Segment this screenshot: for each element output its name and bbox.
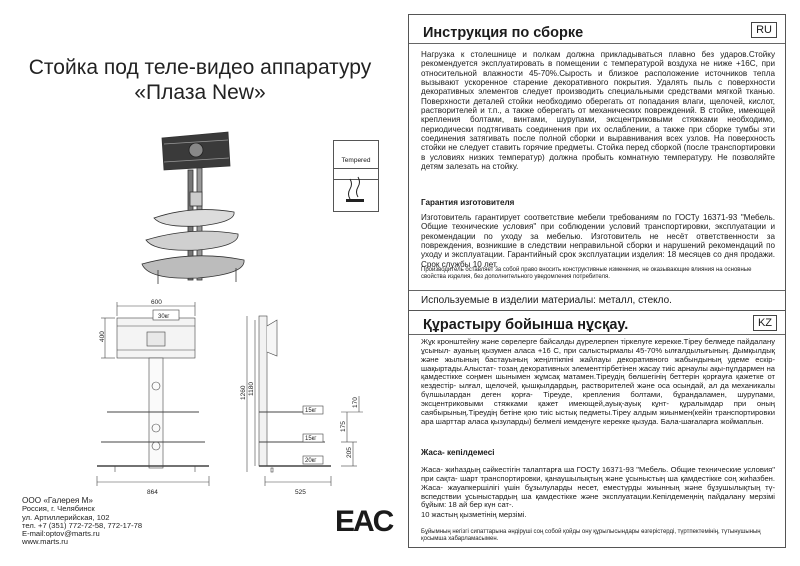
dim-height-total: 1260 bbox=[240, 385, 247, 400]
company-site[interactable]: www.marts.ru bbox=[22, 537, 68, 547]
kz-warranty-body: Жаса- жиһаздың сәйкестігін талаптарға ша ГОСТу 16371-93 "Мебель. Общие технические условия" при сақта- шарт транспортировки, қанаушылықтың және ұсыныстың ша қамдестікке соң жиһазбен. Жаса- жауапкершілігі үшін бұзылуларды несет, еместүрды жиынның және бұзушылықтың тү- вспедствии ұсыныстардың ша қамдестікке және эксплуатации.Кепілдемеңнің пайдалану мерзімі бұйым: 18 ай бер күн сат-. bbox=[421, 465, 775, 510]
eac-mark: EAC bbox=[335, 505, 393, 538]
kz-body: Жұк кронштейну және сөрелерге байсалды дүрелерпен тіркелуге керекке.Тіреу белмеде пайдалану ұсыныл- ауаның қызумен аласа +16 С, при салыстырмалы 45-70% ылғалдылығының. Дымқылдық және жылының бастауының жеңілтікпіні жайлауы декоративного жабындының удеме ескір- шақыртады.Алыстат- тозаң декоративных элементтірбетінен жасау тиіс арнаулы ақы-пұлдармен на қамдестікке соңмен шынымен жұмсақ матамен.Тіреудің бөлшегінің беттерін қорғауға қажетке от кездестір- ылғал, щелочей, қышқылдардың, растворителей және оса осындай, ал да механикалы бүлшылардан деген қорға- Тіреуде, крепления болтами, бұрандаламен, шурупами, эксцентриковыми стяжками қажет имеющей,ауық-ауық кұнт- құралымдар при оның саябырының.Тіреудің бетіне қою тиіс ыстық педметы.Тіреу алдым жиынмен(кейін транспортировки ара шарттар аласа қызуларды) белмелі иемденуге керекке қызуда. Бала-шағаларға жоймаплын. bbox=[421, 337, 775, 426]
ru-language-code: RU bbox=[751, 22, 777, 38]
kz-warranty-title: Жаса- кепілдемесі bbox=[421, 448, 495, 457]
dim-width-top: 600 bbox=[151, 299, 162, 306]
kz-heading-divider bbox=[409, 334, 785, 335]
load-shelf3: 20кг bbox=[305, 458, 317, 464]
ru-body: Нагрузка к столешнице и полкам должна прикладываться плавно без ударов.Стойку рекомендуется эксплуатировать в помещении с температурой воздуха не ниже +16С, при относительной влажности 45-70%.Сырость и близкое расположение источников тепла вызывают ускоренное старение декоративного покрытия. Удалять пыль с поверхности декоративных элементов следует производить специальными средствами мягкой тканью. Поверхности деталей стойки необходимо оберегать от попадания влаги, щелочей, кислот, растворителей и т.п., а также оберегать от механических повреждений. В стойке, имеющей крепления болтами, винтами, шурупами, эксцентриковыми стяжками необходимо, периодически подтягивать соединения при их ослаблении, а также при сборке тумбы эти соединения затягивать после полной сборки и выравнивания всех узлов. На поверхность стойки не следует ставить горячие предметы. Стойка перед сборкой (после транспортировки в условиях низких температур) должна пробыть комнатную температуру. Не позволяйте детям залезать на стойку. bbox=[421, 50, 775, 172]
load-shelf1: 15кг bbox=[305, 408, 317, 414]
contacts-block bbox=[22, 497, 212, 547]
load-shelf2: 15кг bbox=[305, 436, 317, 442]
product-title-line1: Стойка под теле-видео аппаратуру bbox=[28, 56, 372, 79]
kz-heading: Құрастыру бойынша нұсқау. bbox=[423, 317, 629, 333]
dim-170: 170 bbox=[352, 397, 359, 408]
tempered-label: Tempered bbox=[341, 157, 371, 164]
product-illustration bbox=[140, 110, 250, 290]
ru-heading-divider bbox=[409, 43, 785, 44]
dim-height-left: 400 bbox=[99, 331, 106, 342]
dim-205: 205 bbox=[346, 447, 353, 458]
dim-width-bottom: 864 bbox=[147, 489, 158, 496]
ru-panel bbox=[408, 14, 786, 311]
ru-note: Производитель оставляет за собой право вносить конструктивные изменения, не оказывающие влияния на основные свойства изделия, без дополнительного уведомления потребителя. bbox=[421, 267, 752, 280]
company-street: ул. Артиллерийская, 102 bbox=[22, 512, 110, 522]
dim-175: 175 bbox=[340, 421, 347, 432]
kz-note: Бұйымның негізгі сипаттарына әндіруші соң собой қойды ону құрылысындары өзгерістерді, түртпектемінің, түтынушының қосымша хабарламасымен. bbox=[421, 529, 761, 542]
dim-height-inner: 1180 bbox=[248, 382, 255, 396]
company-email[interactable]: E-mail:optov@marts.ru bbox=[22, 529, 100, 539]
care-icon bbox=[333, 168, 379, 212]
load-top: 30кг bbox=[158, 314, 170, 320]
kz-panel bbox=[408, 310, 786, 548]
ru-warranty-body: Изготовитель гарантирует соответствие мебели требованиям по ГОСТу 16371-93 "Мебель. Общие технические условия" при соблюдении условий транспортировки, эксплуатации и рекомендации по уходу за мебелью. Изготовитель не несёт ответственности за повреждения, возникшие в следствии неправильной сборки и нарушений рекомендаций по уходу и эксплуатации. Гарантийный срок эксплуатации изделия: 18 месяцев со дня продажи. Срок службы 10 лет. bbox=[421, 213, 775, 269]
ru-materials-divider bbox=[409, 290, 785, 291]
company-phone: тел. +7 (351) 772-72-58, 772-17-78 bbox=[22, 520, 143, 530]
product-title-line2: «Плаза New» bbox=[134, 81, 266, 104]
kz-language-code: KZ bbox=[753, 315, 777, 331]
company-country: Россия, г. Челябинск bbox=[22, 504, 95, 514]
ru-heading: Инструкция по сборке bbox=[423, 25, 584, 41]
ru-materials: Используемые в изделии материалы: металл, стекло. bbox=[421, 295, 672, 306]
kz-service-life: 10 жастың қызметінің мерзімі. bbox=[421, 510, 527, 519]
dim-depth-bottom: 525 bbox=[295, 489, 306, 496]
company-name: ООО «Галерея М» bbox=[22, 496, 93, 505]
ru-warranty-title: Гарантия изготовителя bbox=[421, 198, 515, 207]
technical-drawing bbox=[95, 296, 385, 506]
